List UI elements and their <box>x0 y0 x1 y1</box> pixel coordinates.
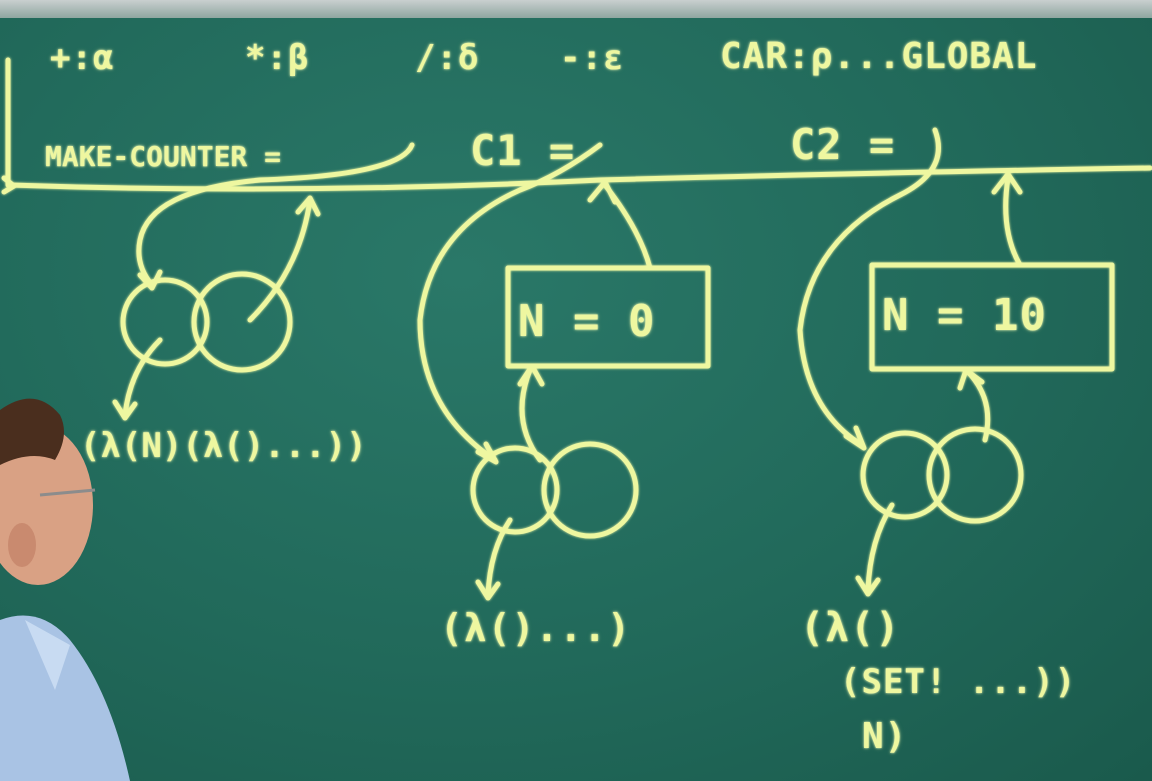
lecturer <box>0 390 140 781</box>
c1-frame-text: N = 0 <box>518 296 656 347</box>
make-counter-binding: MAKE-COUNTER = <box>45 140 282 173</box>
c2-binding: C2 = <box>790 120 896 169</box>
c2-proc-left <box>863 433 947 517</box>
c1-body: (λ()...) <box>440 606 632 650</box>
lecturer-shirt <box>0 616 130 781</box>
c1-binding: C1 = <box>470 126 576 175</box>
legend-times: *:β <box>245 38 310 78</box>
legend-plus: +:α <box>50 38 115 78</box>
c2-code-pointer <box>868 505 892 590</box>
make-counter-pointer <box>139 145 412 285</box>
legend-slash: /:δ <box>415 38 480 78</box>
c2-frame-text: N = 10 <box>882 290 1047 341</box>
c2-proc-right <box>929 429 1021 521</box>
legend-minus: -:ε <box>560 38 625 78</box>
make-counter-env-pointer <box>250 200 310 320</box>
c2-body-line3: N) <box>862 716 908 757</box>
c2-body-line2: (SET! ...)) <box>840 662 1077 702</box>
c2-frame-box <box>872 265 1112 369</box>
lecturer-ear <box>8 523 36 567</box>
legend-car-global: CAR:ρ...GLOBAL <box>720 36 1038 77</box>
c1-frame-box <box>508 268 708 366</box>
make-counter-body: (λ(N)(λ()...)) <box>80 426 367 466</box>
c2-pointer <box>800 130 938 445</box>
lecturer-hair <box>0 399 64 465</box>
c1-env-pointer <box>522 370 540 460</box>
global-frame-line <box>10 168 1150 189</box>
c2-body-line1: (λ() <box>800 605 901 651</box>
